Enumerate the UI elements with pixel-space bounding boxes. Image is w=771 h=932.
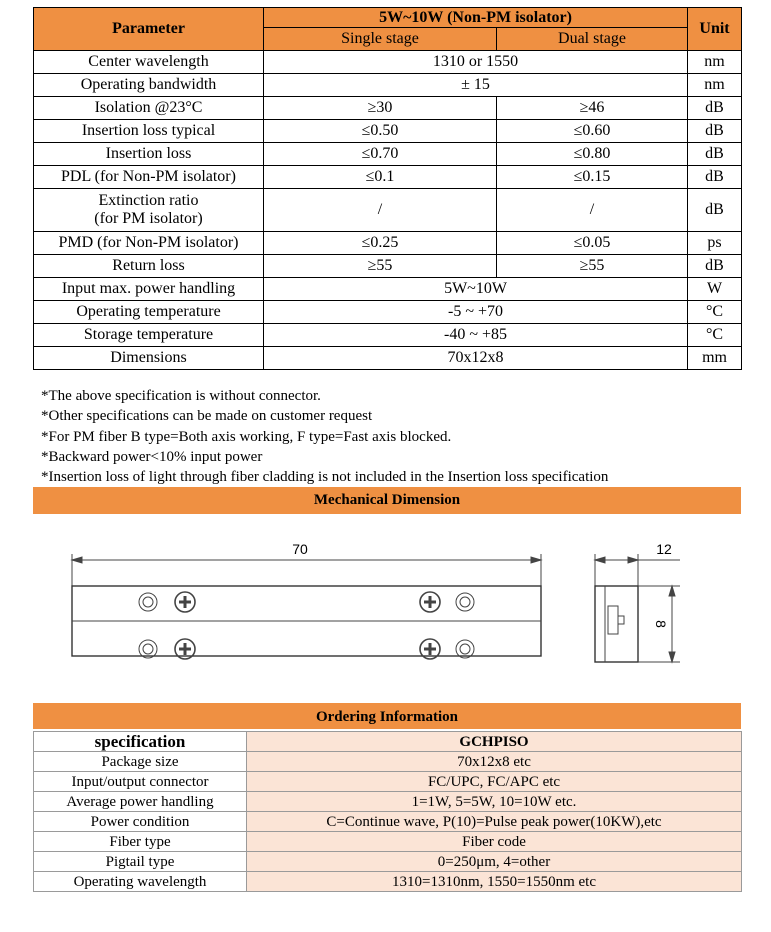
table-row (34, 255, 742, 278)
order-value: FC/UPC, FC/APC etc (247, 772, 742, 792)
dual-cell: ≥55 (497, 255, 688, 278)
mechanical-drawing (60, 536, 700, 676)
note: *The above specification is without connector. (41, 388, 321, 404)
unit-cell: mm (688, 347, 742, 370)
table-row (34, 301, 742, 324)
arrow-right (531, 557, 541, 563)
table-row (34, 772, 742, 792)
ordering-information-title: Ordering Information (33, 703, 741, 729)
single-cell: ≤0.1 (264, 166, 497, 189)
table-row (34, 232, 742, 255)
table-row (34, 189, 742, 232)
value-cell: -40 ~ +85 (264, 324, 688, 347)
order-key: Package size (34, 752, 247, 772)
height-label: 8 (653, 620, 669, 628)
param-cell: Dimensions (34, 347, 264, 370)
param-line-2: (for PM isolator) (94, 210, 203, 227)
param-cell: Center wavelength (34, 51, 264, 74)
single-cell: ≤0.25 (264, 232, 497, 255)
param-cell: Insertion loss (34, 143, 264, 166)
note: *For PM fiber B type=Both axis working, F type=Fast axis blocked. (41, 428, 452, 445)
side-connector (608, 606, 618, 634)
order-key: Power condition (34, 812, 247, 832)
table-row (34, 872, 742, 892)
single-cell: ≤0.50 (264, 120, 497, 143)
table-row (34, 732, 742, 752)
spec-notes (41, 386, 608, 487)
unit-cell: dB (688, 166, 742, 189)
arrow-height-top (669, 586, 675, 596)
width-label: 12 (656, 541, 672, 557)
ordering-table (33, 731, 742, 892)
note: *Insertion loss of light through fiber cladding is not included in the Insertion loss specification (41, 469, 609, 486)
single-cell: ≥55 (264, 255, 497, 278)
table-row (34, 97, 742, 120)
isolator-body-side (595, 586, 638, 662)
unit-cell: dB (688, 143, 742, 166)
param-cell: Operating temperature (34, 301, 264, 324)
screw-group-top-right (420, 592, 474, 612)
param-cell (34, 189, 264, 232)
table-row (34, 347, 742, 370)
order-key: Input/output connector (34, 772, 247, 792)
single-cell: ≥30 (264, 97, 497, 120)
unit-cell: °C (688, 301, 742, 324)
arrow-width-right (628, 557, 638, 563)
table-row (34, 852, 742, 872)
value-cell: ± 15 (264, 74, 688, 97)
mechanical-dimension-title: Mechanical Dimension (33, 487, 741, 514)
order-value: C=Continue wave, P(10)=Pulse peak power(10KW),etc (247, 812, 742, 832)
spec-table (33, 7, 742, 370)
param-cell: Storage temperature (34, 324, 264, 347)
header-single-stage: Single stage (264, 28, 497, 51)
header-parameter: Parameter (34, 8, 264, 51)
param-cell: PDL (for Non-PM isolator) (34, 166, 264, 189)
header-dual-stage: Dual stage (497, 28, 688, 51)
value-cell: 1310 or 1550 (264, 51, 688, 74)
order-value: 1310=1310nm, 1550=1550nm etc (247, 872, 742, 892)
param-cell: Isolation @23°C (34, 97, 264, 120)
param-cell: Insertion loss typical (34, 120, 264, 143)
table-row (34, 51, 742, 74)
arrow-left (72, 557, 82, 563)
order-value: GCHPISO (247, 732, 742, 752)
dual-cell: ≤0.80 (497, 143, 688, 166)
unit-cell: ps (688, 232, 742, 255)
unit-cell: °C (688, 324, 742, 347)
order-value: 1=1W, 5=5W, 10=10W etc. (247, 792, 742, 812)
table-row (34, 752, 742, 772)
order-key: Fiber type (34, 832, 247, 852)
single-cell: ≤0.70 (264, 143, 497, 166)
unit-cell: nm (688, 74, 742, 97)
table-row (34, 120, 742, 143)
table-row (34, 792, 742, 812)
table-row (34, 324, 742, 347)
table-row (34, 74, 742, 97)
unit-cell: dB (688, 97, 742, 120)
dual-cell: ≤0.15 (497, 166, 688, 189)
order-key: specification (34, 732, 247, 752)
table-row (34, 812, 742, 832)
screw-group-top-left (139, 592, 195, 612)
header-group: 5W~10W (Non-PM isolator) (264, 8, 688, 28)
header-unit: Unit (688, 8, 742, 51)
unit-cell: W (688, 278, 742, 301)
dual-cell: ≤0.05 (497, 232, 688, 255)
unit-cell: dB (688, 120, 742, 143)
order-key: Average power handling (34, 792, 247, 812)
param-cell: PMD (for Non-PM isolator) (34, 232, 264, 255)
arrow-width-left (595, 557, 605, 563)
dual-cell: ≤0.60 (497, 120, 688, 143)
side-connector-tab (618, 616, 624, 624)
param-cell: Operating bandwidth (34, 74, 264, 97)
value-cell: 5W~10W (264, 278, 688, 301)
order-value: 0=250μm, 4=other (247, 852, 742, 872)
param-cell: Return loss (34, 255, 264, 278)
order-value: 70x12x8 etc (247, 752, 742, 772)
unit-cell: nm (688, 51, 742, 74)
table-row (34, 278, 742, 301)
unit-cell: dB (688, 255, 742, 278)
value-cell: 70x12x8 (264, 347, 688, 370)
order-key: Pigtail type (34, 852, 247, 872)
param-line-1: Extinction ratio (98, 192, 199, 209)
order-value: Fiber code (247, 832, 742, 852)
arrow-height-bottom (669, 652, 675, 662)
value-cell: -5 ~ +70 (264, 301, 688, 324)
unit-cell: dB (688, 189, 742, 232)
dual-cell: ≥46 (497, 97, 688, 120)
table-row (34, 143, 742, 166)
length-label: 70 (292, 541, 308, 557)
param-cell: Input max. power handling (34, 278, 264, 301)
note: *Backward power<10% input power (41, 448, 263, 465)
note: *Other specifications can be made on customer request (41, 408, 373, 425)
table-row (34, 166, 742, 189)
dual-cell: / (497, 189, 688, 232)
single-cell: / (264, 189, 497, 232)
table-row (34, 832, 742, 852)
order-key: Operating wavelength (34, 872, 247, 892)
